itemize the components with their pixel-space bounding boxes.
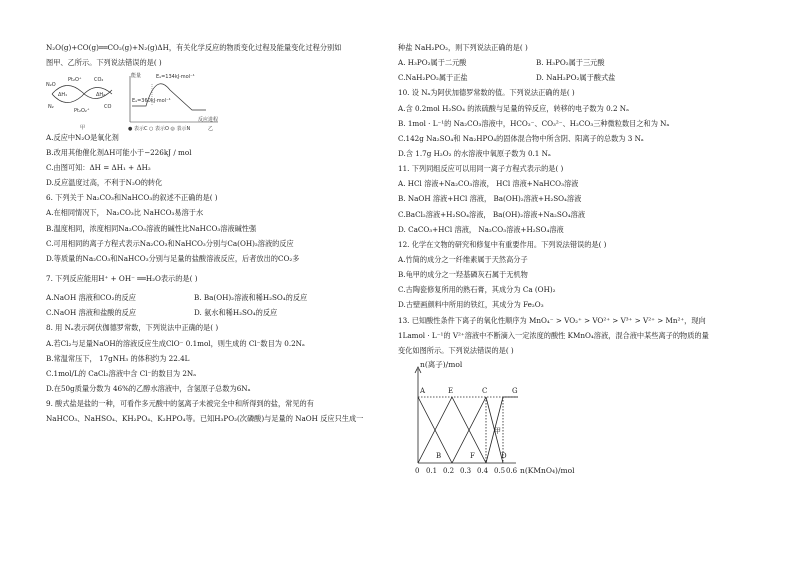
right-column: [398, 44, 750, 475]
energy-diagram: [122, 72, 222, 132]
q12-option-c: C.古陶瓷修复所用的熟石膏，其成分为 Ca (OH)₂: [398, 285, 556, 295]
graph-point-d: D: [501, 452, 507, 461]
q8-option-b: B.常温常压下， 17gNH₃ 的体积约为 22.4L: [46, 353, 190, 363]
q6-option-d: D.等质量的Na₂CO₃和NaHCO₃分别与足量的盐酸溶液反应，后者放出的CO₂多: [46, 253, 300, 263]
left-column: [46, 44, 386, 424]
q9-stem-line2: NaHCO₃、NaHSO₄、KH₂PO₄、K₂HPO₄等。已知H₃PO₂(次磷酸)与足量的 NaOH 反应只生成一: [46, 414, 364, 424]
q11-option-d: D. CaCO₃+HCl 溶液， Na₂CO₃溶液+H₂SO₄溶液: [398, 224, 564, 234]
q10-stem: 10. 设 Nₐ为阿伏加德罗常数的值。下列说法正确的是( ): [398, 88, 575, 98]
q5-stem-line1: N₂O(g)+CO(g)══CO₂(g)+N₂(g)ΔH，有关化学反应的物质变化过程及能量变化过程分别如: [46, 43, 342, 52]
q12-option-b: B.龟甲的成分之一羟基磷灰石属于无机物: [398, 270, 528, 280]
q7-stem: 7. 下列反应能用H⁺ + OH⁻ ══H₂O表示的是( ): [46, 273, 198, 283]
q9-option-a: A. H₃PO₂属于二元酸: [398, 58, 467, 68]
q11-stem: 11. 下列同组反应可以用同一离子方程式表示的是( ): [398, 164, 564, 174]
graph-point-g: G: [512, 387, 518, 396]
q7-option-a: A.NaOH 溶液和CO₂的反应: [46, 293, 136, 303]
graph-xtick-3: 0.3: [460, 467, 472, 476]
q10-option-b: B. 1mol · L⁻¹的 Na₂CO₃溶液中，HCO₃⁻、CO₃²⁻、H₂CO₃三种微粒数目之和为 Nₐ: [398, 118, 670, 128]
species-pt2o: Pt₂O⁺: [68, 76, 82, 83]
q6-stem: 6. 下列关于 Na₂CO₃和NaHCO₃的叙述不正确的是( ): [46, 193, 218, 203]
q7-option-d: D. 氨水和稀H₂SO₄的反应: [194, 308, 278, 318]
q11-option-a: A. HCl 溶液+Na₂CO₃溶液， HCl 溶液+NaHCO₃溶液: [398, 179, 579, 189]
q11-option-b: B. NaOH 溶液+HCl 溶液， Ba(OH)₂溶液+H₂SO₄溶液: [398, 194, 582, 204]
q8-option-a: A.若Cl₂与足量NaOH的溶液反应生成ClO⁻ 0.1mol，则生成的 Cl⁻数目为 0.2Nₐ: [46, 338, 305, 348]
q9-stem-line3: 种盐 NaH₂PO₂，则下列说法正确的是( ): [398, 43, 528, 52]
q5-option-b: B.改用其他催化剂ΔH可能小于−226kJ / mol: [46, 147, 192, 157]
graph-point-c: C: [482, 387, 488, 396]
mechanism-diagram: [46, 72, 122, 132]
q9-options-row2: [398, 74, 750, 83]
graph-xtick-6: 0.6: [506, 467, 518, 476]
energy-curve: [132, 84, 206, 110]
graph-jia-label: 甲: [494, 427, 501, 436]
q9-option-c: C.NaH₂PO₂属于正盐: [398, 73, 468, 83]
q10-option-a: A.含 0.2mol H₂SO₄ 的浓硫酸与足量的锌反应，转移的电子数为 0.2 Nₐ: [398, 103, 629, 113]
q8-option-d: D.在50g质量分数为 46%的乙醇水溶液中，含氢原子总数为6Nₐ: [46, 384, 251, 394]
q5-option-a: A.反应中N₂O是氧化剂: [46, 132, 119, 142]
graph-point-a: A: [420, 387, 426, 396]
q9-options-row1: [398, 59, 750, 68]
species-n2: N₂: [48, 103, 54, 110]
species-pt2o2: Pt₂O₂⁺: [74, 107, 90, 114]
graph-point-b: B: [436, 452, 442, 461]
q5-option-d: D.反应温度过高，不利于N₂O的转化: [46, 178, 163, 188]
dh1-label: ΔH₁: [58, 91, 68, 98]
energy-label: 能量: [131, 72, 142, 79]
q8-option-c: C.1mol/L的 CaCl₂溶液中含 Cl⁻的数目为 2Nₐ: [46, 368, 196, 378]
graph-xtick-4: 0.4: [477, 467, 489, 476]
q7-option-b: B. Ba(OH)₂溶液和稀H₂SO₄的反应: [194, 293, 308, 303]
q8-stem: 8. 用 Nₐ表示阿伏伽德罗常数，下列说法中正确的是( ): [46, 323, 219, 333]
ea1-label: Eₐ=134kJ·mol⁻¹: [156, 73, 195, 80]
graph-xtick-0: 0: [415, 467, 420, 476]
graph-xtick-2: 0.2: [443, 467, 455, 476]
figure-yi-label: 乙: [208, 125, 214, 132]
progress-label: 反应进程: [198, 116, 219, 123]
q5-figures: [46, 72, 386, 134]
q13-stem-line1: 13. 已知酸性条件下离子的氧化性顺序为 MnO₄⁻ > VO₂⁺ > VO²⁺ > V³⁺ > V²⁺ > Mn²⁺，现向: [398, 315, 706, 325]
dh2-label: ΔH₂: [96, 91, 106, 98]
q12-option-d: D.古壁画颜料中所用的铁红，其成分为 Fe₂O₃: [398, 300, 544, 310]
q9-option-d: D. NaH₂PO₂属于酸式盐: [536, 73, 616, 83]
legend-label: ● 表示C ○ 表示O ◎ 表示N: [128, 125, 191, 132]
q10-option-c: C.142g Na₂SO₄和 Na₂HPO₄的固体混合物中所含阴、阳离子的总数为 3 Nₐ: [398, 133, 644, 143]
figure-jia-label: 甲: [80, 124, 86, 131]
q5-option-c: C.由图可知：ΔH = ΔH₁ + ΔH₂: [46, 163, 151, 173]
q9-option-b: B. H₃PO₂属于三元酸: [536, 58, 605, 68]
q13-stem-line2: 1Lamol · L⁻¹的 V²⁺溶液中不断滴入一定浓度的酸性 KMnO₄溶液，混合液中某些离子的物质的量: [398, 330, 709, 340]
graph-y-label: n(离子)/mol: [420, 360, 463, 370]
q6-option-b: B.温度相同，浓度相同Na₂CO₃溶液的碱性比NaHCO₃溶液碱性强: [46, 223, 257, 233]
species-co2: CO₂: [94, 76, 104, 83]
graph-point-e: E: [448, 387, 454, 396]
q12-stem: 12. 化学在文物的研究和修复中有重要作用。下列说法错误的是( ): [398, 239, 607, 249]
q13-stem-line3: 变化如图所示。下列说法错误的是( ): [398, 345, 514, 355]
graph-xtick-5: 0.5: [494, 467, 506, 476]
q7-options-row2: [46, 309, 386, 318]
species-co: CO: [104, 103, 112, 110]
ion-graph: [398, 357, 575, 476]
q6-option-c: C.可用相同的离子方程式表示Na₂CO₃和NaHCO₃分别与Ca(OH)₂溶液的反应: [46, 238, 294, 248]
q9-stem-line1: 9. 酸式盐是盐的一种，可看作多元酸中的氢离子未被完全中和所得到的盐，常见的有: [46, 399, 314, 409]
q6-option-a: A.在相同情况下， Na₂CO₃比 NaHCO₃易溶于水: [46, 208, 204, 218]
ea2-label: Eₐ=360kJ·mol⁻¹: [132, 97, 171, 104]
q7-options-row1: [46, 294, 386, 303]
graph-point-f: F: [470, 452, 475, 461]
q10-option-d: D.含 1.7g H₂O₂ 的水溶液中氧原子数为 0.1 Nₐ: [398, 148, 551, 158]
graph-x-label: n(KMnO₄)/mol: [520, 466, 575, 476]
species-n2o: N₂O: [46, 81, 56, 88]
q12-option-a: A.竹简的成分之一纤维素属于天然高分子: [398, 254, 528, 264]
q7-option-c: C.NaOH 溶液和盐酸的反应: [46, 308, 137, 318]
q5-stem-line2: 图甲、乙所示。下列说法错误的是( ): [46, 58, 162, 68]
q11-option-c: C.BaCl₂溶液+H₂SO₄溶液， Ba(OH)₂溶液+Na₂SO₄溶液: [398, 209, 586, 219]
graph-xtick-1: 0.1: [426, 467, 438, 476]
